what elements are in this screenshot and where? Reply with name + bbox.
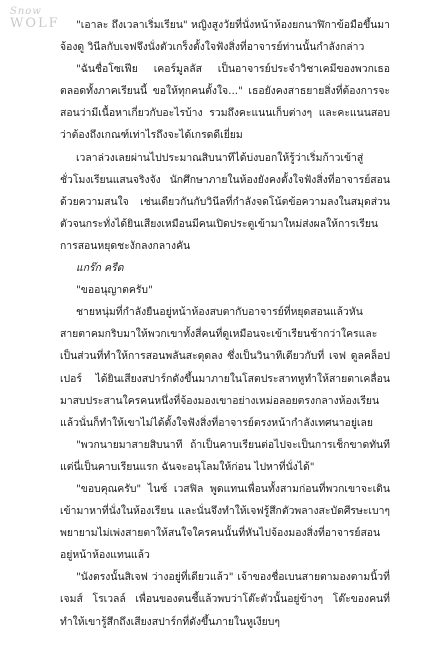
paragraph: ชายหนุ่มที่กำลังยืนอยู่หน้าห้องสบตากับอาจารย์ที่หยุดสอนแล้วหันสายตาคมกริบมาให้พวกเขาทั้งสี่คนที่ดูเหมือนจะเข้าเรียนช้ากว่าใครและเป็นส่วนที่ทำให้การสอนพลันสะดุดลง ซึ่งเป็นวินาทีเดียวกับที่ เจฟ ดูลคล็อปเปอร์ ได้ยินเสียงสปาร์กดังขึ้นมาภายในโสตประสาทหูทำให้สายตาเคลื่อนมาสบประสานใครคนหนึ่งที่จ้องมองเขาอย่างเหม่อลอยตรงกลางห้องเรียน แล้วนั่นก็ทำให้เขาไม่ได้ตั้งใจฟังสิ่งที่อาจารย์ตรงหน้ากำลังเทศนาอยู่เลย	[60, 306, 390, 429]
logo-text-snow: Snow	[10, 6, 42, 17]
paragraph: "นังตรงนั้นสิเจฟ ว่างอยู่ที่เดียวแล้ว" เจ้าของชื่อเบนสายตามองตามนิ้วที่เจมส์ โรเวลล์ เพื่อนของตนชี้แล้วพบว่าโต๊ะตัวนั้นอยู่ข้างๆ โต๊ะของคนที่ทำให้เขารู้สึกถึงเสียงสปาร์กที่ดังขึ้นภายในหูเงียบๆ	[60, 571, 390, 628]
paragraph: "ฉันชื่อโซเฟีย เคอร์มูลลัส เป็นอาจารย์ประจำวิชาเคมีของพวกเธอตลอดทั้งภาคเรียนนี้ ขอให้ทุกคนตั้งใจ..." เธอยังคงสาธยายสิ่งที่ต้องการจะสอนว่ามีเนื้อหาเกี่ยวกับอะไรบ้าง รวมถึงคะแนนเก็บต่างๆ และคะแนนสอบว่าต้องถึงเกณฑ์เท่าไรถึงจะได้เกรดดีเยี่ยม	[60, 63, 390, 142]
paragraph: เวลาล่วงเลยผ่านไปประมาณสิบนาทีได้บ่งบอกให้รู้ว่าเริ่มก้าวเข้าสู่ชั่วโมงเรียนแสนจริงจัง นักศึกษาภายในห้องยังคงตั้งใจฟังสิ่งที่อาจารย์สอนด้วยความสนใจ เช่นเดียวกันกับวินีลที่กำลังจดโน้ตข้อความลงในสมุดส่วนตัวจนกระทั่งได้ยินเสียงเหมือนมีคนเปิดประตูเข้ามาใหม่ส่งผลให้การเรียนการสอนหยุดชะงักลงกลางคัน	[60, 151, 390, 252]
paragraph: "เอาละ ถึงเวลาเริ่มเรียน" หญิงสูงวัยที่นั่งหน้าห้องยกนาฬิกาข้อมือขึ้นมาจ้องดู วินีลกับเจฟจึงนั่งตัวเกร็งตั้งใจฟังสิ่งที่อาจารย์ท่านนั้นกำลังกล่าว	[60, 19, 390, 54]
dialogue-line: "พวกนายมาสายสิบนาที ถ้าเป็นคาบเรียนต่อไปจะเป็นการเช็กขาดทันทีแต่นี่เป็นคาบเรียนแรก ฉันจะอนุโลมให้ก่อน ไปหาที่นั่งได้"	[60, 438, 390, 473]
sound-effect-line: แกร๊ก ครืด	[76, 262, 124, 275]
logo-text-wolf: WOLF	[10, 16, 60, 31]
paragraph: "ขอบคุณครับ" ไนซ์ เวสฟิล พูดแทนเพื่อนทั้งสามก่อนที่พวกเขาจะเดินเข้ามาหาที่นั่งในห้องเรียน และนั่นจึงทำให้เจฟรู้สึกตัวพลางสะบัดศีรษะเบาๆ พยายามไม่เพ่งสายตาให้สนใจใครคนนั้นที่หันไปจ้องมองสิ่งที่อาจารย์สอนอยู่หน้าห้องแทนแล้ว	[60, 482, 390, 562]
page-body	[60, 14, 390, 633]
dialogue-line: "ขออนุญาตครับ"	[76, 284, 153, 297]
